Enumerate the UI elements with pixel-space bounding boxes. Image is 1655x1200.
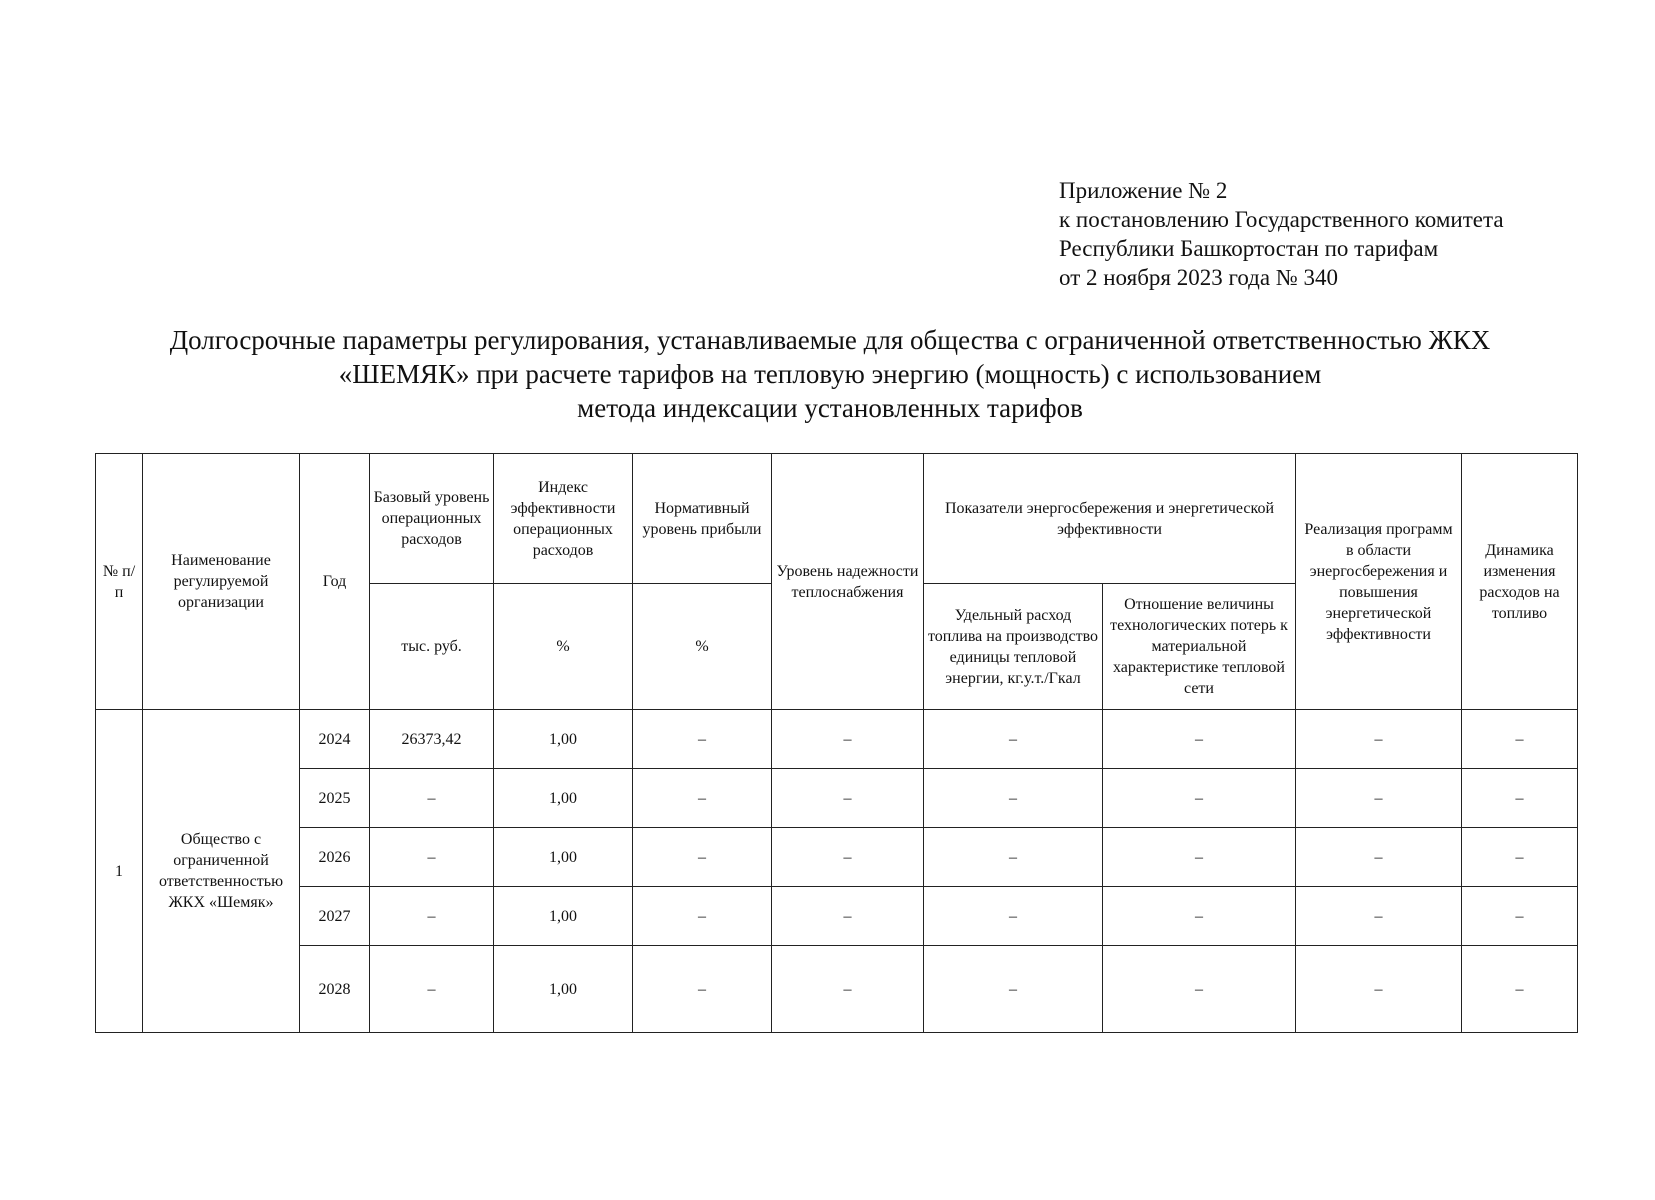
table-row [96, 887, 1578, 946]
title-line-1: Долгосрочные параметры регулирования, устанавливаемые для общества с ограниченной ответственностью ЖКХ [169, 325, 1491, 355]
cell-programs: – [1296, 710, 1462, 769]
header-eff-index: Индекс эффективности операционных расходов [494, 454, 633, 584]
header-norm-profit: Нормативный уровень прибыли [633, 454, 772, 584]
cell-year: 2025 [300, 769, 370, 828]
cell-norm-profit: – [633, 710, 772, 769]
cell-loss-ratio: – [1103, 887, 1296, 946]
header-row-1 [96, 454, 1578, 584]
annex-number: Приложение № 2 [1059, 178, 1228, 203]
cell-programs: – [1296, 828, 1462, 887]
cell-eff-index: 1,00 [494, 710, 633, 769]
cell-fuel-dynamics: – [1462, 828, 1578, 887]
cell-eff-index: 1,00 [494, 946, 633, 1033]
header-year: Год [300, 454, 370, 710]
cell-specific-fuel: – [924, 769, 1103, 828]
cell-year: 2024 [300, 710, 370, 769]
header-reliability: Уровень надежности теплоснабжения [772, 454, 924, 710]
cell-eff-index: 1,00 [494, 769, 633, 828]
cell-base-opex: – [370, 946, 494, 1033]
unit-norm-profit: % [633, 584, 772, 710]
unit-base-opex: тыс. руб. [370, 584, 494, 710]
cell-eff-index: 1,00 [494, 828, 633, 887]
table-row [96, 946, 1578, 1033]
cell-reliability: – [772, 946, 924, 1033]
cell-norm-profit: – [633, 769, 772, 828]
cell-fuel-dynamics: – [1462, 946, 1578, 1033]
cell-fuel-dynamics: – [1462, 710, 1578, 769]
header-specific-fuel: Удельный расход топлива на производство единицы тепловой энергии, кг.у.т./Гкал [924, 584, 1103, 710]
header-base-opex: Базовый уровень операционных расходов [370, 454, 494, 584]
cell-specific-fuel: – [924, 887, 1103, 946]
cell-norm-profit: – [633, 887, 772, 946]
cell-programs: – [1296, 946, 1462, 1033]
annex-block [1059, 176, 1504, 292]
header-org: Наименование регулируемой организации [143, 454, 300, 710]
cell-fuel-dynamics: – [1462, 769, 1578, 828]
cell-norm-profit: – [633, 828, 772, 887]
cell-base-opex: – [370, 769, 494, 828]
cell-base-opex: – [370, 887, 494, 946]
header-programs: Реализация программ в области энергосбережения и повышения энергетической эффективности [1296, 454, 1462, 710]
cell-programs: – [1296, 887, 1462, 946]
cell-reliability: – [772, 710, 924, 769]
org-number: 1 [96, 710, 143, 1033]
annex-line-2: к постановлению Государственного комитета [1059, 207, 1504, 232]
cell-base-opex: – [370, 828, 494, 887]
cell-loss-ratio: – [1103, 946, 1296, 1033]
cell-programs: – [1296, 769, 1462, 828]
cell-specific-fuel: – [924, 946, 1103, 1033]
table-row [96, 828, 1578, 887]
table-row [96, 769, 1578, 828]
cell-reliability: – [772, 887, 924, 946]
cell-loss-ratio: – [1103, 710, 1296, 769]
cell-year: 2027 [300, 887, 370, 946]
cell-year: 2026 [300, 828, 370, 887]
parameters-table [95, 453, 1578, 1033]
cell-loss-ratio: – [1103, 769, 1296, 828]
title-line-2: «ШЕМЯК» при расчете тарифов на тепловую энергию (мощность) с использованием [338, 359, 1322, 389]
table-row [96, 710, 1578, 769]
header-num: № п/п [96, 454, 143, 710]
cell-loss-ratio: – [1103, 828, 1296, 887]
cell-reliability: – [772, 828, 924, 887]
cell-norm-profit: – [633, 946, 772, 1033]
annex-line-3: Республики Башкортостан по тарифам [1059, 236, 1439, 261]
org-name: Общество с ограниченной ответственностью ЖКХ «Шемяк» [143, 710, 300, 1033]
cell-base-opex: 26373,42 [370, 710, 494, 769]
header-energy-group: Показатели энергосбережения и энергетической эффективности [924, 454, 1296, 584]
unit-eff-index: % [494, 584, 633, 710]
annex-date: от 2 ноября 2023 года № 340 [1059, 265, 1339, 290]
cell-fuel-dynamics: – [1462, 887, 1578, 946]
cell-year: 2028 [300, 946, 370, 1033]
header-fuel-dynamics: Динамика изменения расходов на топливо [1462, 454, 1578, 710]
cell-eff-index: 1,00 [494, 887, 633, 946]
title-line-3: метода индексации установленных тарифов [577, 393, 1083, 423]
cell-specific-fuel: – [924, 710, 1103, 769]
document-title [60, 323, 1600, 425]
header-loss-ratio: Отношение величины технологических потерь к материальной характеристике тепловой сети [1103, 584, 1296, 710]
cell-specific-fuel: – [924, 828, 1103, 887]
cell-reliability: – [772, 769, 924, 828]
